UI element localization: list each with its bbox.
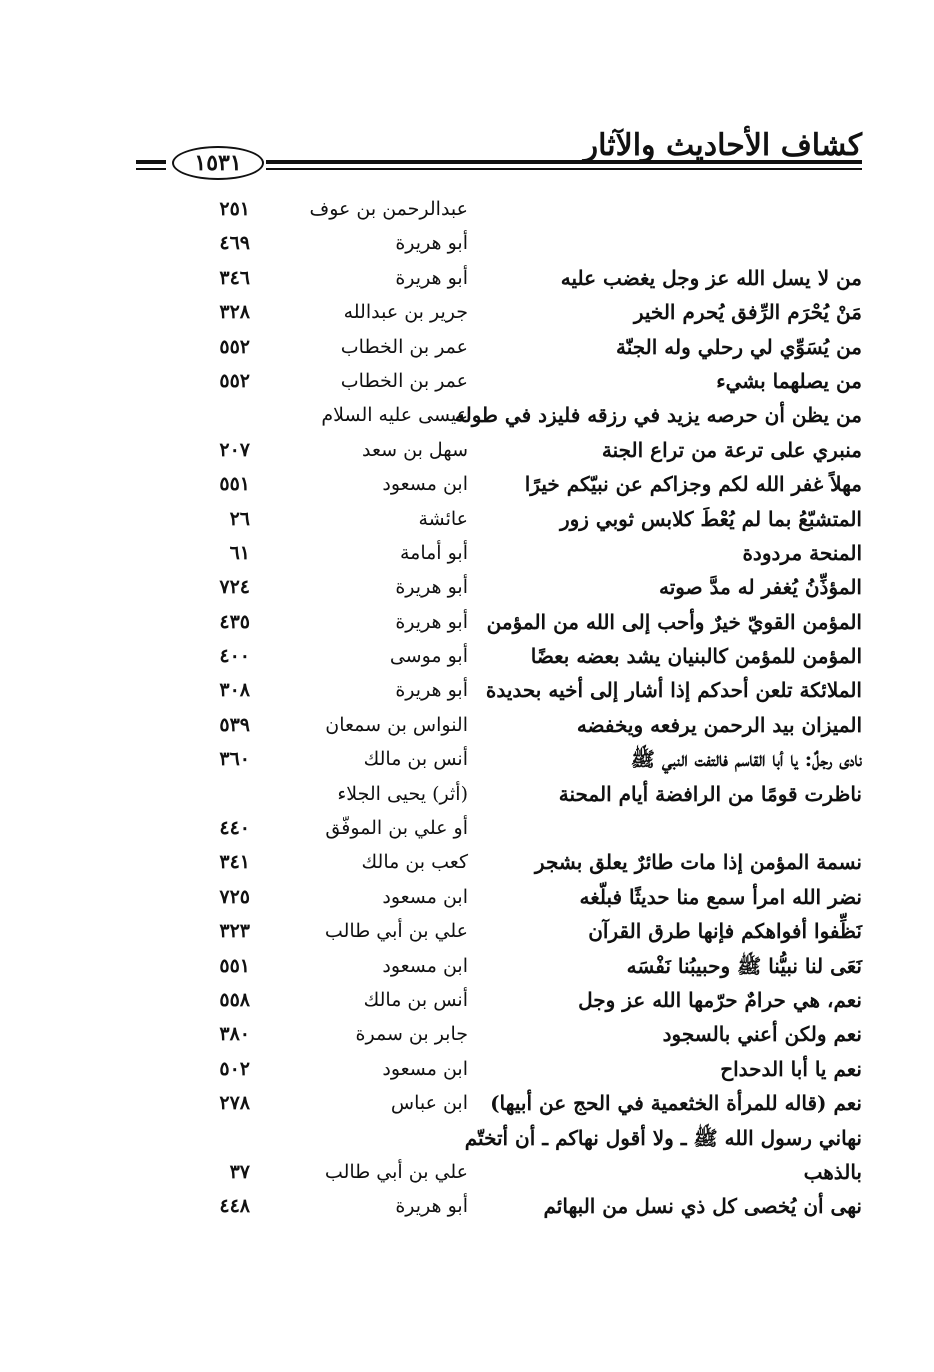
narrator-name: كعب بن مالك: [361, 851, 468, 874]
index-row: [0, 226, 934, 260]
index-row: [0, 295, 934, 329]
hadith-text: نهى أن يُخصى كل ذي نسل من البهائم: [543, 1194, 862, 1219]
hadith-text: الملائكة تلعن أحدكم إذا أشار إلى أخيه بحديدة: [485, 678, 862, 703]
page-reference: ٣٨٠: [219, 1023, 250, 1046]
hadith-text: نعم يا أبا الدحداح: [720, 1056, 862, 1081]
hadith-text: من لا يسل الله عز وجل يغضب عليه: [560, 265, 862, 290]
narrator-name: سهل بن سعد: [362, 438, 468, 461]
narrator-name: أبو هريرة: [395, 1195, 468, 1218]
page-reference: ٣٢٨: [219, 301, 250, 324]
page-reference: ٤٦٩: [219, 232, 250, 255]
hadith-text: المتشبّعُ بما لم يُعْطَ كلابس ثوبي زور: [559, 506, 862, 531]
page-reference: ٤٠٠: [219, 645, 250, 668]
index-row: [0, 1189, 934, 1223]
hadith-text: نسمة المؤمن إذا مات طائرٌ يعلق بشجر: [534, 850, 862, 875]
index-row: [0, 880, 934, 914]
index-row: [0, 605, 934, 639]
hadith-text: ناظرت قومًا من الرافضة أيام المحنة: [558, 781, 862, 806]
narrator-name: النواس بن سمعان: [325, 713, 468, 736]
index-row: [0, 742, 934, 776]
hadith-text: مهلاً غفر الله لكم وجزاكم عن نبيّكم خيرًا: [524, 472, 862, 497]
page-reference: ٤٤٠: [219, 817, 250, 840]
index-row: [0, 1121, 934, 1155]
narrator-name: أو علي بن الموفّق: [325, 817, 468, 840]
narrator-name: علي بن أبي طالب: [324, 920, 468, 943]
page-reference: ٥٥١: [219, 473, 250, 496]
page-reference: ٣٧: [229, 1160, 250, 1183]
index-row: [0, 639, 934, 673]
page-reference: ٣٢٣: [219, 920, 250, 943]
narrator-name: أنس بن مالك: [363, 988, 468, 1011]
page-reference: ٧٢٤: [219, 576, 250, 599]
index-row: [0, 1017, 934, 1051]
page-header: [0, 0, 934, 190]
hadith-text: نَظِّفوا أفواهكم فإنها طرق القرآن: [588, 919, 862, 944]
page-reference: ٧٢٥: [219, 885, 250, 908]
header-rule-short: [136, 160, 166, 170]
index-row: [0, 777, 934, 811]
page-reference: ٣٦٠: [219, 748, 250, 771]
index-row: [0, 1052, 934, 1086]
page-reference: ٢٠٧: [219, 438, 250, 461]
narrator-name: أبو هريرة: [395, 576, 468, 599]
hadith-text: نضر الله امرأ سمع منا حديثًا فبلّغه: [579, 884, 862, 909]
book-title: كشاف الأحاديث والآثار: [583, 128, 862, 163]
index-row: [0, 467, 934, 501]
index-row: [0, 845, 934, 879]
hadith-text: المنحة مردودة: [742, 540, 862, 565]
index-row: [0, 673, 934, 707]
index-row: [0, 398, 934, 432]
narrator-name: ابن مسعود: [382, 1057, 468, 1080]
narrator-name: جرير بن عبدالله: [343, 301, 468, 324]
index-row: [0, 708, 934, 742]
index-row: [0, 502, 934, 536]
page-reference: ٥٠٢: [219, 1057, 250, 1080]
page-reference: ٣٤٦: [219, 266, 250, 289]
index-row: [0, 570, 934, 604]
narrator-name: ابن مسعود: [382, 885, 468, 908]
page-reference: ٥٥٢: [219, 335, 250, 358]
index-row: [0, 433, 934, 467]
page-reference: ٥٥١: [219, 954, 250, 977]
narrator-name: جابر بن سمرة: [355, 1023, 468, 1046]
page-reference: ٢٧٨: [219, 1092, 250, 1115]
index-row: [0, 949, 934, 983]
hadith-text: من يظن أن حرصه يزيد في رزقه فليزد في طوله: [454, 403, 862, 428]
page-reference: ٤٣٥: [219, 610, 250, 633]
page-reference: ٥٥٨: [219, 988, 250, 1011]
page-reference: ٣٠٨: [219, 679, 250, 702]
narrator-name: أبو هريرة: [395, 610, 468, 633]
page-reference: ٢٦: [229, 507, 250, 530]
narrator-name: علي بن أبي طالب: [324, 1160, 468, 1183]
index-row: [0, 811, 934, 845]
page-reference: ٦١: [229, 541, 250, 564]
narrator-name: عمر بن الخطاب: [340, 369, 468, 392]
index-row: [0, 261, 934, 295]
hadith-text: المؤذِّنُ يُغفر له مدَّ صوته: [659, 575, 862, 600]
narrator-name: ابن عباس: [390, 1092, 468, 1115]
narrator-name: أبو أمامة: [399, 541, 468, 564]
narrator-name: عمر بن الخطاب: [340, 335, 468, 358]
hadith-text: المؤمن القويّ خيرٌ وأحب إلى الله من المؤمن: [486, 609, 862, 634]
narrator-name: ابن مسعود: [382, 473, 468, 496]
index-entries: [0, 192, 934, 1224]
index-row: [0, 330, 934, 364]
hadith-text: نعم (قاله للمرأة الخثعمية في الحج عن أبيها): [490, 1091, 862, 1116]
hadith-text: الميزان بيد الرحمن يرفعه ويخفضه: [576, 712, 862, 737]
narrator-name: عبدالرحمن بن عوف: [309, 198, 468, 220]
header-rule: [266, 160, 862, 170]
narrator-name: ابن مسعود: [382, 954, 468, 977]
index-row: [0, 364, 934, 398]
hadith-text: من يصلهما بشيء: [716, 368, 862, 393]
narrator-name: (أثر) يحيى الجلاء: [337, 782, 468, 805]
page-reference: ٢٥١: [219, 198, 250, 220]
index-row: [0, 1086, 934, 1120]
page-reference: ٥٥٢: [219, 369, 250, 392]
narrator-name: أبو موسى: [389, 645, 468, 668]
hadith-text: بالذهب: [803, 1159, 862, 1184]
index-row: [0, 1155, 934, 1189]
hadith-text: من يُسَوِّي لي رحلي وله الجنّة: [615, 334, 862, 359]
hadith-text: نهاني رسول الله ﷺ ـ ولا أقول نهاكم ـ أن أتختّم: [464, 1125, 862, 1150]
narrator-name: أبو هريرة: [395, 232, 468, 255]
hadith-text: نعم ولكن أعني بالسجود: [662, 1022, 862, 1047]
index-row: [0, 536, 934, 570]
narrator-name: عائشة: [418, 507, 468, 530]
index-row: [0, 914, 934, 948]
page-reference: ٥٣٩: [219, 713, 250, 736]
hadith-text: نعم، هي حرامٌ حرّمها الله عز وجل: [578, 987, 862, 1012]
page-reference: ٤٤٨: [219, 1195, 250, 1218]
narrator-name: أنس بن مالك: [363, 748, 468, 771]
page-reference: ٣٤١: [219, 851, 250, 874]
narrator-name: أبو هريرة: [395, 679, 468, 702]
page-number: ١٥٣١: [172, 146, 264, 180]
hadith-text: منبري على ترعة من تراع الجنة: [601, 437, 862, 462]
narrator-name: عيسى عليه السلام: [321, 404, 468, 427]
index-row: [0, 983, 934, 1017]
hadith-text: المؤمن للمؤمن كالبنيان يشد بعضه بعضًا: [530, 644, 862, 669]
index-row: [0, 192, 934, 226]
hadith-text: نادى رجلٌ: يا أبا القاسم فالتفت النبي ﷺ: [630, 747, 862, 772]
narrator-name: أبو هريرة: [395, 266, 468, 289]
hadith-text: نَعَى لنا نبيُّنا ﷺ وحبيبُنا نَفْسَه: [626, 953, 862, 978]
hadith-text: مَنْ يُحْرَم الرِّفق يُحرم الخير: [633, 300, 862, 325]
